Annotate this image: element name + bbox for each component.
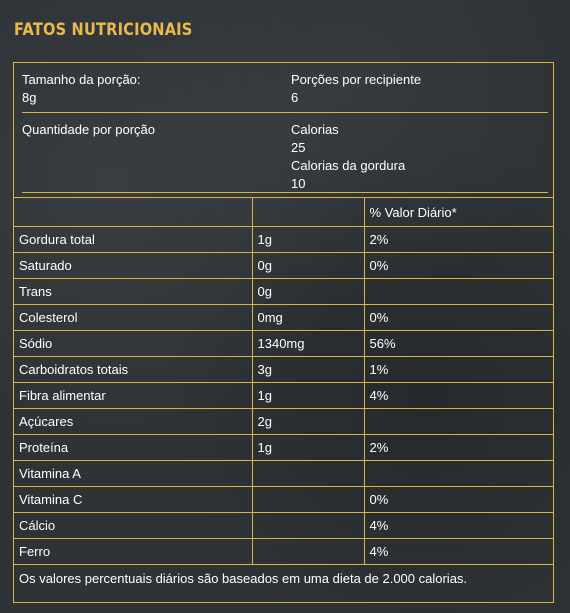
calories-info (291, 113, 548, 192)
amount-per-serving-label (22, 113, 291, 192)
servings-per-container (291, 63, 548, 112)
table-row (14, 409, 553, 435)
nutrient-daily-value: 0% (364, 487, 553, 513)
nutrient-name: Sódio (14, 331, 252, 357)
nutrient-daily-value: 2% (364, 435, 553, 461)
amount-row (22, 113, 548, 193)
nutrition-facts-panel (13, 62, 554, 603)
nutrient-table (14, 197, 553, 592)
nutrient-name: Trans (14, 279, 252, 305)
nutrient-daily-value: 2% (364, 227, 553, 253)
nutrient-name: Fibra alimentar (14, 383, 252, 409)
fat-calories-value: 10 (291, 176, 306, 191)
nutrient-amount: 1g (252, 227, 364, 253)
nutrient-amount: 0mg (252, 305, 364, 331)
table-row (14, 305, 553, 331)
servings-label: Porções por recipiente (291, 72, 422, 87)
header-cell-empty (252, 198, 364, 227)
table-header-row (14, 198, 553, 227)
nutrient-amount (252, 461, 364, 487)
page-title: FATOS NUTRICIONAIS (14, 20, 193, 40)
nutrient-name: Saturado (14, 253, 252, 279)
nutrient-amount (252, 513, 364, 539)
nutrient-name: Vitamina C (14, 487, 252, 513)
nutrient-daily-value: 0% (364, 253, 553, 279)
nutrient-daily-value: 0% (364, 305, 553, 331)
nutrient-daily-value: 4% (364, 513, 553, 539)
nutrient-amount: 1g (252, 435, 364, 461)
footnote-row (14, 565, 553, 592)
serving-size-value: 8g (22, 90, 37, 105)
nutrient-amount: 2g (252, 409, 364, 435)
table-row (14, 513, 553, 539)
nutrient-name: Açúcares (14, 409, 252, 435)
table-row (14, 435, 553, 461)
serving-row (22, 63, 548, 113)
nutrient-amount (252, 539, 364, 565)
calories-value: 25 (291, 140, 306, 155)
nutrient-daily-value: 4% (364, 383, 553, 409)
header-cell-empty (14, 198, 252, 227)
nutrient-daily-value (364, 461, 553, 487)
nutrient-amount (252, 487, 364, 513)
amount-label: Quantidade por porção (22, 122, 155, 137)
nutrient-amount: 0g (252, 253, 364, 279)
nutrient-amount: 0g (252, 279, 364, 305)
nutrient-name: Colesterol (14, 305, 252, 331)
table-row (14, 279, 553, 305)
nutrient-daily-value (364, 279, 553, 305)
fat-calories-label: Calorias da gordura (291, 158, 406, 173)
nutrient-name: Carboidratos totais (14, 357, 252, 383)
nutrient-name: Vitamina A (14, 461, 252, 487)
serving-info (22, 63, 548, 193)
nutrient-daily-value: 4% (364, 539, 553, 565)
nutrient-daily-value: 56% (364, 331, 553, 357)
serving-size-label: Tamanho da porção: (22, 72, 141, 87)
nutrient-amount: 1340mg (252, 331, 364, 357)
servings-value: 6 (291, 90, 299, 105)
nutrient-name: Ferro (14, 539, 252, 565)
table-row (14, 253, 553, 279)
nutrient-amount: 1g (252, 383, 364, 409)
nutrient-name: Cálcio (14, 513, 252, 539)
nutrient-daily-value: 1% (364, 357, 553, 383)
serving-size (22, 63, 291, 112)
header-daily-value: % Valor Diário* (364, 198, 553, 227)
nutrient-name: Proteína (14, 435, 252, 461)
table-row (14, 461, 553, 487)
nutrient-name: Gordura total (14, 227, 252, 253)
nutrient-amount: 3g (252, 357, 364, 383)
table-row (14, 357, 553, 383)
table-row (14, 539, 553, 565)
table-row (14, 487, 553, 513)
nutrient-daily-value (364, 409, 553, 435)
footnote: Os valores percentuais diários são baseados em uma dieta de 2.000 calorias. (14, 565, 553, 592)
table-row (14, 227, 553, 253)
table-row (14, 331, 553, 357)
calories-label: Calorias (291, 122, 339, 137)
table-row (14, 383, 553, 409)
